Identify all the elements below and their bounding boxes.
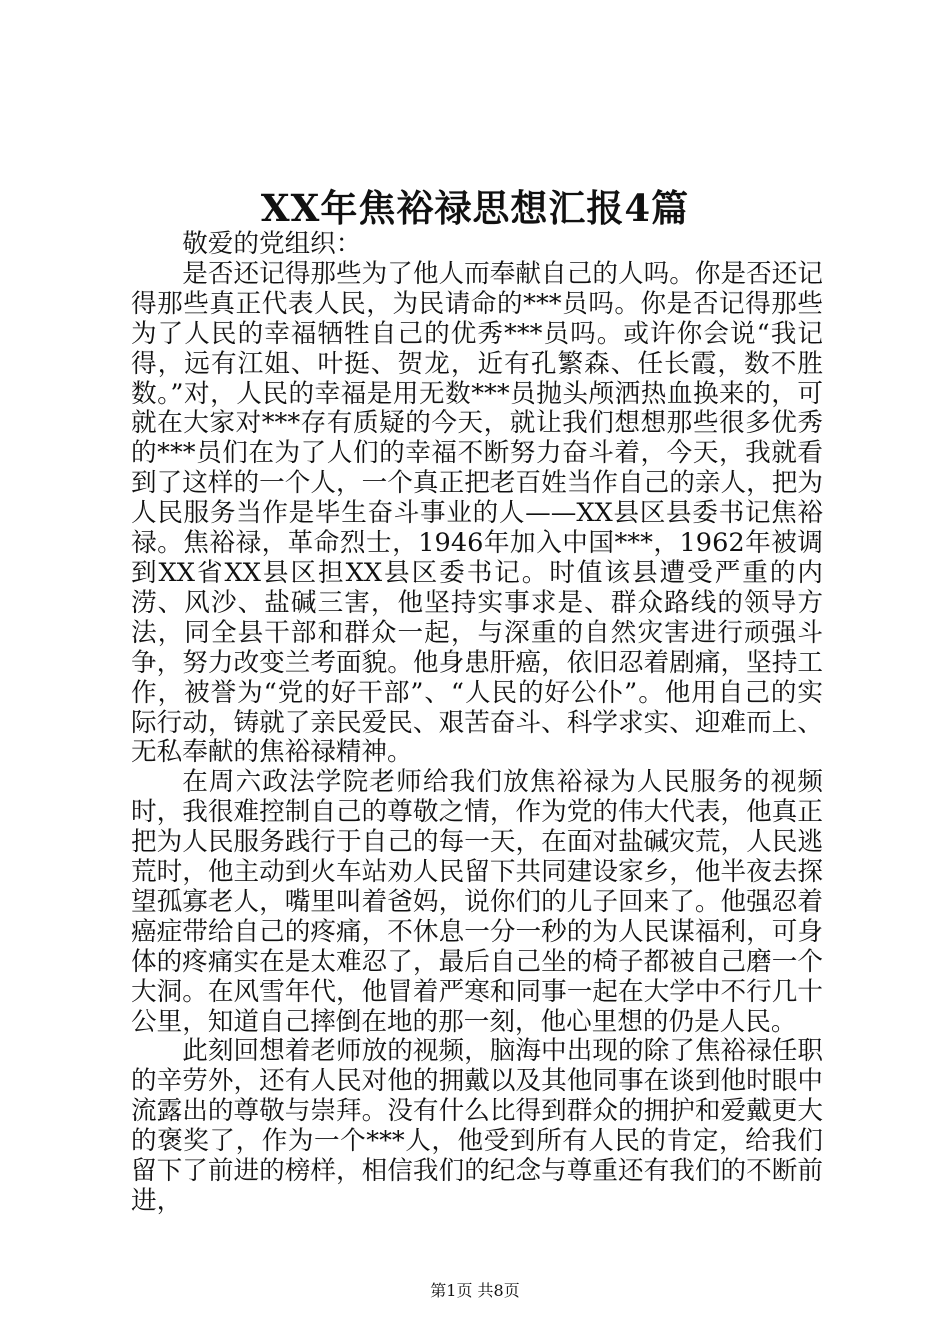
- salutation: 敬爱的党组织：: [182, 229, 362, 259]
- paragraph-3: 此刻回想着老师放的视频，脑海中出现的除了焦裕禄任职的辛劳外，还有人民对他的拥戴以及其他同事在谈到他时眼中流露出的尊敬与崇拜。没有什么比得到群众的拥护和爱戴更大的褒奖了，作为一个***人，他受到所有人民的肯定，给我们留下了前进的榜样，相信我们的纪念与尊重还有我们的不断前进，: [131, 1036, 823, 1216]
- paragraph-1: 是否还记得那些为了他人而奉献自己的人吗。你是否还记得那些真正代表人民，为民请命的***员吗。你是否记得那些为了人民的幸福牺牲自己的优秀***员吗。或许你会说“我记得，远有江姐、叶挺、贺龙，近有孔繁森、任长霞，数不胜数。”对，人民的幸福是用无数***员抛头颅洒热血换来的，可就在大家对***存有质疑的今天，就让我们想想那些很多优秀的***员们在为了人们的幸福不断努力奋斗着，今天，我就看到了这样的一个人，一个真正把老百姓当作自己的亲人，把为人民服务当作是毕生奋斗事业的人——XX县区县委书记焦裕禄。焦裕禄，革命烈士，1946年加入中国***，1962年被调到XX省XX县区担XX县区委书记。时值该县遭受严重的内涝、风沙、盐碱三害，他坚持实事求是、群众路线的领导方法，同全县干部和群众一起，与深重的自然灾害进行顽强斗争，努力改变兰考面貌。他身患肝癌，依旧忍着剧痛，坚持工作，被誉为“党的好干部”、“人民的好公仆”。他用自己的实际行动，铸就了亲民爱民、艰苦奋斗、科学求实、迎难而上、无私奉献的焦裕禄精神。: [131, 258, 823, 768]
- paragraph-2: 在周六政法学院老师给我们放焦裕禄为人民服务的视频时，我很难控制自己的尊敬之情，作为党的伟大代表，他真正把为人民服务践行于自己的每一天，在面对盐碱灾荒，人民逃荒时，他主动到火车站劝人民留下共同建设家乡，他半夜去探望孤寡老人，嘴里叫着爸妈，说你们的儿子回来了。他强忍着癌症带给自己的疼痛，不休息一分一秒的为人民谋福利，可身体的疼痛实在是太难忍了，最后自己坐的椅子都被自己磨一个大洞。在风雪年代，他冒着严寒和同事一起在大学中不行几十公里，知道自己摔倒在地的那一刻，他心里想的仍是人民。: [131, 767, 823, 1037]
- page-footer: 第1页 共8页: [430, 1281, 520, 1300]
- document-body: [131, 230, 823, 1217]
- document-title: XX年焦裕禄思想汇报4篇: [260, 186, 690, 230]
